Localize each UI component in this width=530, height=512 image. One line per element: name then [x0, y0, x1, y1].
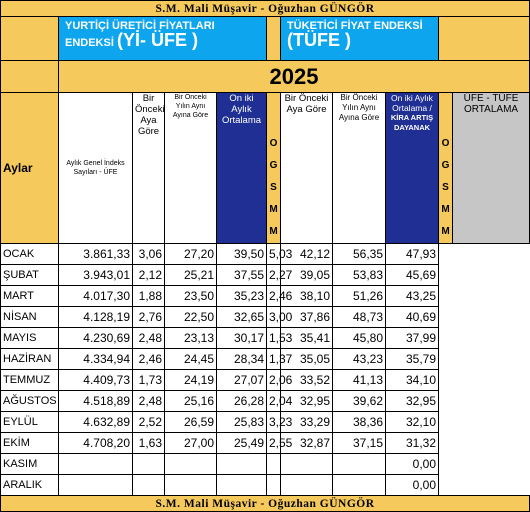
ogsmm-letter: G	[269, 160, 278, 171]
value-cell-ufe-m[interactable]	[133, 454, 165, 475]
value-cell-ufe-index[interactable]: 4.409,73	[59, 370, 133, 391]
tufe-title[interactable]	[281, 17, 439, 61]
value-cell-ufe-y[interactable]: 23,50	[165, 286, 217, 307]
table-row	[1, 454, 530, 475]
value-cell-tufe-y[interactable]: 35,41	[281, 328, 333, 349]
value-cell-ufe-12[interactable]: 35,23	[217, 286, 267, 307]
table-row	[1, 328, 530, 349]
value-cell-tufe-12[interactable]: 38,36	[333, 412, 386, 433]
value-cell-tufe-y[interactable]: 32,95	[281, 391, 333, 412]
month-cell[interactable]: EKİM	[1, 433, 59, 454]
value-cell-ufe-m[interactable]: 2,46	[133, 349, 165, 370]
value-cell-avg[interactable]: 34,10	[386, 370, 439, 391]
value-cell-tufe-12[interactable]: 48,73	[333, 307, 386, 328]
value-cell-avg[interactable]: 47,93	[386, 244, 439, 265]
value-cell-avg[interactable]: 43,25	[386, 286, 439, 307]
header-ufe-index[interactable]: Aylık Genel İndeks Sayıları - ÜFE	[59, 93, 133, 244]
value-cell-avg[interactable]: 35,79	[386, 349, 439, 370]
value-cell-ufe-12[interactable]: 37,55	[217, 265, 267, 286]
value-cell-tufe-m[interactable]: 3,00	[267, 307, 281, 328]
value-cell-tufe-m[interactable]: 1,37	[267, 349, 281, 370]
value-cell-tufe-12[interactable]: 39,62	[333, 391, 386, 412]
value-cell-avg[interactable]: 32,95	[386, 391, 439, 412]
month-cell[interactable]: TEMMUZ	[1, 370, 59, 391]
value-cell-avg[interactable]: 0,00	[386, 454, 439, 475]
value-cell-tufe-12[interactable]: 53,83	[333, 265, 386, 286]
ogsmm-letter: S	[270, 182, 277, 193]
header-ufe-prev-month[interactable]: Bir Önceki Aya Göre	[133, 93, 165, 244]
value-cell-ufe-m[interactable]: 2,12	[133, 265, 165, 286]
month-cell[interactable]: KASIM	[1, 454, 59, 475]
header-tufe-prev-year[interactable]: Bir Önceki Yılın Aynı Ayına Göre	[333, 93, 386, 244]
corner-cell[interactable]	[1, 17, 59, 61]
value-cell-ufe-12[interactable]: 25,49	[217, 433, 267, 454]
value-cell-ufe-12[interactable]	[217, 454, 267, 475]
value-cell-tufe-12[interactable]	[333, 475, 386, 496]
value-cell-tufe-y[interactable]	[281, 475, 333, 496]
value-cell-ufe-12[interactable]: 28,34	[217, 349, 267, 370]
top-banner[interactable]: S.M. Mali Müşavir - Oğuzhan GÜNGÖR	[1, 1, 530, 17]
month-cell[interactable]: ARALIK	[1, 475, 59, 496]
value-cell-tufe-m[interactable]: 2,46	[267, 286, 281, 307]
ogsmm-letter: S	[442, 182, 449, 193]
ogsmm-letter: M	[441, 226, 450, 237]
value-cell-tufe-y[interactable]: 35,05	[281, 349, 333, 370]
value-cell-avg[interactable]: 0,00	[386, 475, 439, 496]
value-cell-ufe-m[interactable]: 1,88	[133, 286, 165, 307]
ogsmm-letter: O	[269, 138, 278, 149]
data-rows	[1, 244, 530, 496]
header-tufe-12m-text: On iki Aylık Ortalama /	[391, 93, 433, 113]
value-cell-ufe-y[interactable]: 24,45	[165, 349, 217, 370]
yi-ufe-title-text: YURTİÇİ ÜRETİCİ FİYATLARI ENDEKSİ	[65, 20, 215, 49]
value-cell-tufe-y[interactable]: 42,12	[281, 244, 333, 265]
value-cell-tufe-12[interactable]: 56,35	[333, 244, 386, 265]
table-row	[1, 412, 530, 433]
value-cell-tufe-m[interactable]: 2,27	[267, 265, 281, 286]
value-cell-ufe-index[interactable]: 4.518,89	[59, 391, 133, 412]
value-cell-ufe-m[interactable]: 2,48	[133, 328, 165, 349]
month-cell[interactable]: ŞUBAT	[1, 265, 59, 286]
month-cell[interactable]: HAZİRAN	[1, 349, 59, 370]
value-cell-ufe-index[interactable]	[59, 454, 133, 475]
table-row	[1, 265, 530, 286]
month-cell[interactable]: OCAK	[1, 244, 59, 265]
value-cell-tufe-m[interactable]: 2,55	[267, 433, 281, 454]
value-cell-ufe-m[interactable]: 1,63	[133, 433, 165, 454]
value-cell-ufe-y[interactable]	[165, 475, 217, 496]
value-cell-ufe-index[interactable]: 4.334,94	[59, 349, 133, 370]
ogsmm-letter: M	[269, 226, 278, 237]
value-cell-ufe-12[interactable]: 25,83	[217, 412, 267, 433]
value-cell-tufe-m[interactable]: 2,06	[267, 370, 281, 391]
value-cell-ufe-index[interactable]	[59, 475, 133, 496]
value-cell-ufe-y[interactable]: 26,59	[165, 412, 217, 433]
ogsmm-letter: O	[441, 138, 450, 149]
month-cell[interactable]: MAYIS	[1, 328, 59, 349]
table-row	[1, 475, 530, 496]
header-tufe-prev-month[interactable]: Bir Önceki Aya Göre	[281, 93, 333, 244]
value-cell-tufe-m[interactable]	[267, 475, 281, 496]
value-cell-ufe-12[interactable]: 30,17	[217, 328, 267, 349]
value-cell-avg[interactable]: 40,69	[386, 307, 439, 328]
header-tufe-12m-sub: KİRA ARTIŞ DAYANAK	[390, 113, 434, 132]
value-cell-ufe-m[interactable]: 1,73	[133, 370, 165, 391]
ogsmm-right[interactable]	[439, 93, 453, 244]
value-cell-tufe-m[interactable]: 1,53	[267, 328, 281, 349]
value-cell-tufe-m[interactable]: 2,04	[267, 391, 281, 412]
value-cell-ufe-12[interactable]	[217, 475, 267, 496]
value-cell-ufe-y[interactable]: 22,50	[165, 307, 217, 328]
value-cell-ufe-y[interactable]: 27,20	[165, 244, 217, 265]
table-row	[1, 307, 530, 328]
ogsmm-letter: G	[441, 160, 450, 171]
value-cell-avg[interactable]: 31,32	[386, 433, 439, 454]
value-cell-tufe-12[interactable]: 43,23	[333, 349, 386, 370]
value-cell-ufe-y[interactable]: 23,13	[165, 328, 217, 349]
header-tufe-12m[interactable]	[386, 93, 439, 244]
value-cell-ufe-index[interactable]: 3.943,01	[59, 265, 133, 286]
title-filler[interactable]	[439, 17, 530, 61]
value-cell-ufe-m[interactable]: 2,52	[133, 412, 165, 433]
year-left-cell[interactable]	[1, 61, 59, 93]
tufe-title-text: TÜKETİCİ FİYAT ENDEKSİ	[287, 20, 423, 32]
value-cell-tufe-y[interactable]: 32,87	[281, 433, 333, 454]
value-cell-ufe-m[interactable]: 2,48	[133, 391, 165, 412]
value-cell-ufe-index[interactable]: 3.861,33	[59, 244, 133, 265]
table-row	[1, 244, 530, 265]
value-cell-ufe-12[interactable]: 26,28	[217, 391, 267, 412]
value-cell-tufe-m[interactable]: 5,03	[267, 244, 281, 265]
value-cell-ufe-index[interactable]: 4.632,89	[59, 412, 133, 433]
year-label[interactable]: 2025	[59, 61, 530, 93]
table-row	[1, 433, 530, 454]
value-cell-ufe-y[interactable]: 25,21	[165, 265, 217, 286]
yi-ufe-title[interactable]	[59, 17, 267, 61]
month-cell[interactable]: MART	[1, 286, 59, 307]
value-cell-ufe-index[interactable]: 4.230,69	[59, 328, 133, 349]
value-cell-avg[interactable]: 45,69	[386, 265, 439, 286]
month-cell[interactable]: NİSAN	[1, 307, 59, 328]
value-cell-tufe-y[interactable]: 37,86	[281, 307, 333, 328]
value-cell-ufe-index[interactable]: 4.017,30	[59, 286, 133, 307]
header-ufe-prev-year[interactable]: Bir Önceki Yılın Aynı Ayına Göre	[165, 93, 217, 244]
ogsmm-letter: M	[269, 204, 278, 215]
yi-ufe-title-big: (Yİ- ÜFE )	[116, 30, 198, 50]
value-cell-ufe-y[interactable]: 27,00	[165, 433, 217, 454]
value-cell-tufe-12[interactable]: 45,80	[333, 328, 386, 349]
table-row	[1, 286, 530, 307]
value-cell-ufe-index[interactable]: 4.708,20	[59, 433, 133, 454]
value-cell-ufe-y[interactable]	[165, 454, 217, 475]
value-cell-ufe-y[interactable]: 24,19	[165, 370, 217, 391]
ogsmm-left[interactable]	[267, 93, 281, 244]
value-cell-ufe-m[interactable]	[133, 475, 165, 496]
ogsmm-letter: M	[441, 204, 450, 215]
value-cell-ufe-index[interactable]: 4.128,19	[59, 307, 133, 328]
spacer-cell[interactable]	[267, 17, 281, 61]
value-cell-ufe-y[interactable]: 25,16	[165, 391, 217, 412]
value-cell-tufe-y[interactable]: 33,29	[281, 412, 333, 433]
value-cell-tufe-y[interactable]: 33,52	[281, 370, 333, 391]
value-cell-ufe-12[interactable]: 32,65	[217, 307, 267, 328]
value-cell-tufe-y[interactable]: 38,10	[281, 286, 333, 307]
value-cell-tufe-12[interactable]: 37,15	[333, 433, 386, 454]
value-cell-tufe-m[interactable]: 3,23	[267, 412, 281, 433]
value-cell-ufe-m[interactable]: 3,06	[133, 244, 165, 265]
value-cell-tufe-m[interactable]	[267, 454, 281, 475]
value-cell-tufe-12[interactable]: 41,13	[333, 370, 386, 391]
value-cell-tufe-12[interactable]: 51,26	[333, 286, 386, 307]
bottom-banner[interactable]: S.M. Mali Müşavir - Oğuzhan GÜNGÖR	[1, 496, 530, 512]
table-row	[1, 391, 530, 412]
value-cell-avg[interactable]: 37,99	[386, 328, 439, 349]
value-cell-tufe-12[interactable]	[333, 454, 386, 475]
months-header[interactable]: Aylar	[1, 93, 59, 244]
table-row	[1, 370, 530, 391]
value-cell-avg[interactable]: 32,10	[386, 412, 439, 433]
value-cell-ufe-m[interactable]: 2,76	[133, 307, 165, 328]
value-cell-tufe-y[interactable]	[281, 454, 333, 475]
month-cell[interactable]: EYLÜL	[1, 412, 59, 433]
header-ufe-12m[interactable]: On iki Aylık Ortalama	[217, 93, 267, 244]
month-cell[interactable]: AĞUSTOS	[1, 391, 59, 412]
header-average[interactable]: ÜFE - TÜFE ORTALAMA	[453, 93, 530, 244]
value-cell-ufe-12[interactable]: 27,07	[217, 370, 267, 391]
tufe-title-big: (TÜFE )	[287, 30, 351, 50]
value-cell-tufe-y[interactable]: 39,05	[281, 265, 333, 286]
value-cell-ufe-12[interactable]: 39,50	[217, 244, 267, 265]
table-row	[1, 349, 530, 370]
